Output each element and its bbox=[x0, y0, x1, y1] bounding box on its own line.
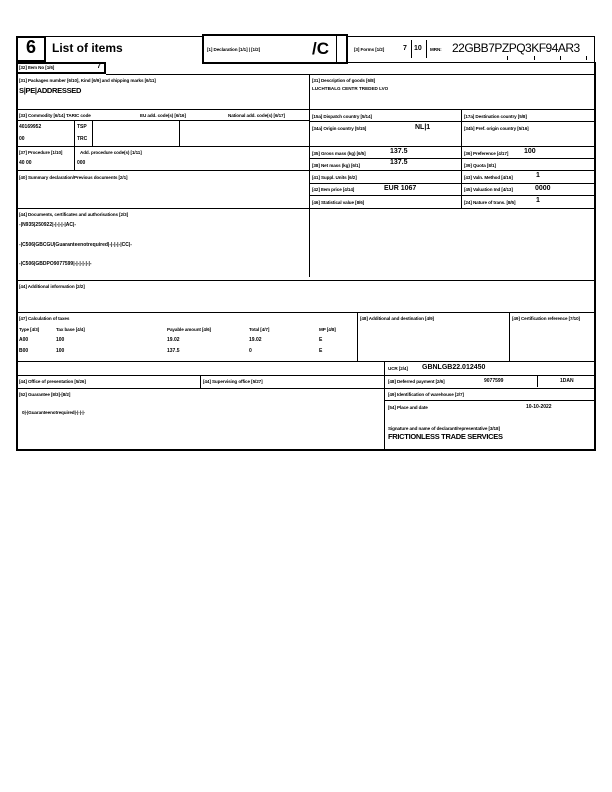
warehouse-label: [49] Identification of warehouse [2/7] bbox=[388, 392, 464, 397]
document-line: -|N935|250922|-|-|-|-|AC|- bbox=[19, 222, 77, 228]
additional-procedure-label: Add. procedure code(s) [1/11] bbox=[80, 150, 142, 155]
additional-destination-label: [48] Additional and destination [4/9] bbox=[360, 316, 434, 321]
tsp-label: TSP bbox=[77, 124, 87, 130]
destination-country-label: [17a] Destination country [5/8] bbox=[464, 114, 527, 119]
goods-description-label: [31] Description of goods [6/8] bbox=[312, 78, 376, 83]
valuation-method-value: 1 bbox=[536, 172, 540, 179]
guarantee-label: [52] Guarantee [8/3]-[8/2] bbox=[19, 392, 71, 397]
tax-column-header: MP [4/8] bbox=[319, 327, 336, 332]
deferred-payment-code: 1DAN bbox=[560, 378, 574, 384]
packages-label: [31] Packages number [6/10], Kind [6/9] and shipping marks [6/11] bbox=[19, 78, 156, 83]
mrn-value: 22GBB7PZPQ3KF94AR3 bbox=[452, 41, 580, 55]
tax-cell: 137.5 bbox=[167, 348, 180, 354]
tax-cell: 100 bbox=[56, 337, 65, 343]
documents-label: [44] Documents, certificates and authorisations [2/3] bbox=[19, 212, 129, 217]
valuation-method-label: [43] Valn. Method [4/16] bbox=[464, 175, 513, 180]
preference-value: 100 bbox=[524, 148, 536, 155]
signature-value: FRICTIONLESS TRADE SERVICES bbox=[388, 432, 503, 441]
origin-country-value: NL|1 bbox=[415, 124, 431, 131]
declaration-label: [1] Declaration [1/1] | [1/2] bbox=[207, 47, 261, 52]
gross-mass-label: [35] Gross mass (kg) [6/5] bbox=[312, 151, 366, 156]
additional-procedure-value: 000 bbox=[77, 160, 86, 166]
deferred-payment-value: 9077599 bbox=[484, 378, 504, 384]
tax-calculation-label: [47] Calculation of taxes bbox=[19, 316, 70, 321]
nature-of-transaction-value: 1 bbox=[536, 197, 540, 204]
tax-column-header: Type [4/3] bbox=[19, 327, 40, 332]
guarantee-value: 0|-|Guaranteenotrequired|-|-|-|- bbox=[22, 410, 85, 415]
office-of-presentation-label: [44] Office of presentation [5/26] bbox=[19, 379, 86, 384]
packages-value: S|PE|ADDRESSED bbox=[19, 86, 82, 95]
valuation-ind-label: [45] Valuation Ind [4/13] bbox=[464, 187, 513, 192]
deferred-payment-label: [48] Deferred payment [2/6] bbox=[388, 379, 445, 384]
certification-reference-label: [49] Certification reference [7/10] bbox=[512, 316, 580, 321]
declaration-value: /C bbox=[312, 39, 329, 58]
preference-label: [36] Preference [4/17] bbox=[464, 151, 509, 156]
pref-origin-label: [34b] Pref. origin country [5/16] bbox=[464, 126, 529, 131]
item-price-label: [42] Item price [4/14] bbox=[312, 187, 355, 192]
supp-units-label: [41] Suppl. Units [6/2] bbox=[312, 175, 357, 180]
quota-label: [39] Quota [8/1] bbox=[464, 163, 496, 168]
tax-cell: 19.02 bbox=[167, 337, 180, 343]
tax-column-header: Total [4/7] bbox=[249, 327, 270, 332]
commodity-code-2: 00 bbox=[19, 136, 25, 142]
item-price-value: EUR 1067 bbox=[384, 185, 417, 192]
tax-cell: 19.02 bbox=[249, 337, 262, 343]
tax-cell: A00 bbox=[19, 337, 29, 343]
net-mass-value: 137.5 bbox=[390, 159, 408, 166]
place-date-value: 10-10-2022 bbox=[526, 404, 552, 410]
national-code-label: National add. code(s) [6/17] bbox=[228, 113, 285, 118]
forms-label: [3] Forms [1/2] bbox=[354, 47, 385, 52]
tax-column-header: Tax base [4/4] bbox=[56, 327, 85, 332]
statistical-value-label: [46] Statistical value [8/6] bbox=[312, 200, 365, 205]
commodity-label: [33] Commodity [6/14] TARIC code bbox=[19, 113, 91, 118]
tax-column-header: Payable amount [4/6] bbox=[167, 327, 211, 332]
forms-current: 7 bbox=[403, 45, 407, 52]
signature-label: Signature and name of declarant/representative [3/18] bbox=[388, 426, 500, 431]
eu-code-label: EU add. code(s) [6/16] bbox=[140, 113, 186, 118]
summary-declaration-label: [40] Summary declaration/Previous documents [2/1] bbox=[19, 175, 128, 180]
mrn-label: MRN: bbox=[430, 47, 442, 52]
tax-cell: E bbox=[319, 337, 323, 343]
dispatch-country-label: [15a] Dispatch country [5/14] bbox=[312, 114, 372, 119]
additional-information-label: [44] Additional information [2/2] bbox=[19, 284, 85, 289]
form-number: 6 bbox=[25, 37, 36, 57]
tax-cell: 100 bbox=[56, 348, 65, 354]
place-date-label: [54] Place and date bbox=[388, 405, 428, 410]
tax-cell: E bbox=[319, 348, 323, 354]
page-title: List of items bbox=[52, 41, 123, 55]
ucr-value: GBNLGB22.012450 bbox=[422, 364, 486, 371]
document-line: -|C506|GBCGU|Guaranteenotrequired|-|-|-|-|CC|- bbox=[19, 242, 132, 248]
ucr-label: UCR [2/4] bbox=[388, 366, 408, 371]
nature-of-transaction-label: [24] Nature of trans. [8/5] bbox=[464, 200, 516, 205]
supervising-office-label: [44] Supervising office [5/27] bbox=[203, 379, 263, 384]
net-mass-label: [38] Net mass (kg) [6/1] bbox=[312, 163, 360, 168]
tax-cell: B00 bbox=[19, 348, 29, 354]
gross-mass-value: 137.5 bbox=[390, 148, 408, 155]
procedure-label: [37] Procedure [1/10] bbox=[19, 150, 63, 155]
origin-country-label: [34a] Origin country [5/15] bbox=[312, 126, 367, 131]
tax-cell: 0 bbox=[249, 348, 252, 354]
commodity-code-1: 40169952 bbox=[19, 124, 42, 130]
procedure-value: 40 00 bbox=[19, 160, 32, 166]
goods-description-value: LUCHTBALG CENTR TREDED LVO bbox=[312, 86, 389, 91]
trc-label: TRC bbox=[77, 136, 88, 142]
item-no-label: [32] Item No [1/6] bbox=[19, 65, 55, 70]
valuation-ind-value: 0000 bbox=[535, 185, 551, 192]
document-line: -|C506|GBDPO9077599|-|-|-|-|-|- bbox=[19, 261, 92, 267]
item-no-value: 7 bbox=[97, 63, 101, 70]
forms-total: 10 bbox=[414, 45, 422, 52]
